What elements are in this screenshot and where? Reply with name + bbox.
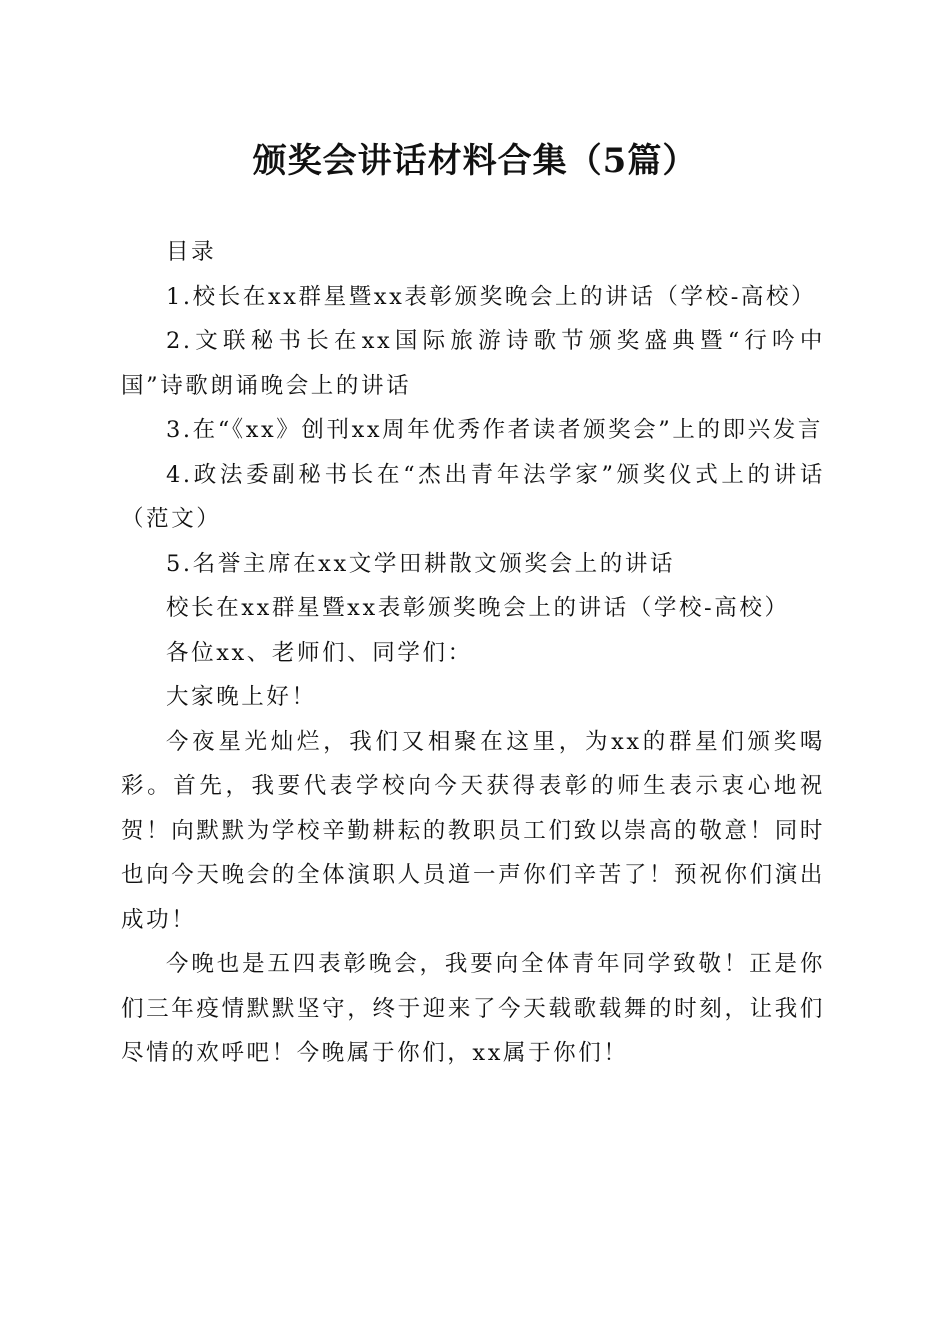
toc-item-1: 1.校长在xx群星暨xx表彰颁奖晚会上的讲话（学校-高校） bbox=[166, 283, 817, 310]
toc-item-5: 5.名誉主席在xx文学田耕散文颁奖会上的讲话 bbox=[166, 550, 676, 577]
toc-item-3: 3.在“《xx》创刊xx周年优秀作者读者颁奖会”上的即兴发言 bbox=[166, 417, 823, 443]
document-body bbox=[121, 230, 825, 1076]
salutation: 各位xx、老师们、同学们： bbox=[166, 639, 473, 666]
body-paragraph-2: 今晚也是五四表彰晚会，我要向全体青年同学致敬！正是你们三年疫情默默坚守，终于迎来了今天载歌载舞的时刻，让我们尽情的欢呼吧！今晚属于你们，xx属于你们！ bbox=[121, 951, 825, 1066]
document-title: 颁奖会讲话材料合集（5篇） bbox=[252, 141, 698, 181]
toc-item-4: 4.政法委副秘书长在“杰出青年法学家”颁奖仪式上的讲话（范文） bbox=[121, 461, 825, 532]
toc-heading: 目录 bbox=[166, 239, 217, 265]
section-title: 校长在xx群星暨xx表彰颁奖晚会上的讲话（学校-高校） bbox=[166, 595, 790, 621]
greeting: 大家晚上好！ bbox=[166, 684, 317, 710]
body-paragraph-1: 今夜星光灿烂，我们又相聚在这里，为xx的群星们颁奖喝彩。首先，我要代表学校向今天获得表彰的师生表示衷心地祝贺！向默默为学校辛勤耕耘的教职员工们致以崇高的敬意！同时也向今天晚会的全体演职人员道一声你们辛苦了！预祝你们演出成功！ bbox=[121, 728, 825, 933]
toc-item-2: 2.文联秘书长在xx国际旅游诗歌节颁奖盛典暨“行吟中国”诗歌朗诵晚会上的讲话 bbox=[121, 328, 825, 399]
